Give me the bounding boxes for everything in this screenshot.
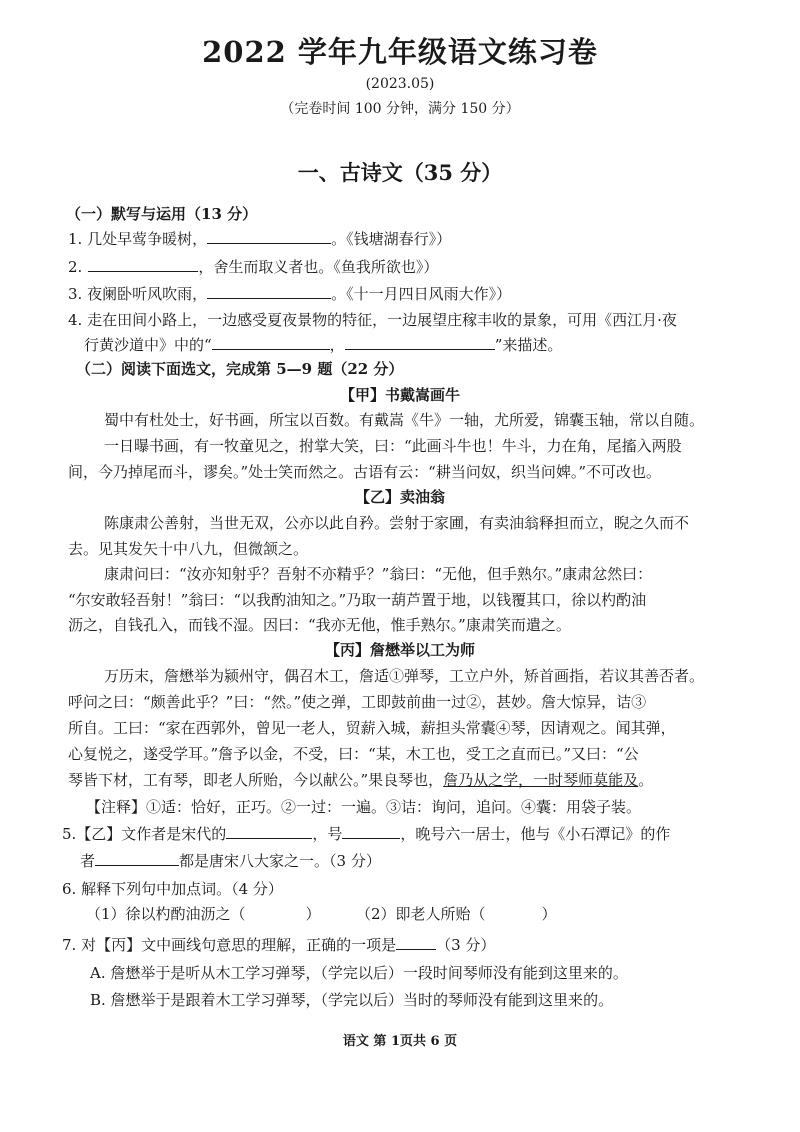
passage-yi-line-4: “尔安敢轻吾射！”翁曰：“以我酌油知之。”乃取一葫芦置于地，以钱覆其口，徐以杓酌油 xyxy=(68,591,647,609)
question-4-line2 xyxy=(84,334,562,355)
q7-blank[interactable] xyxy=(396,935,436,950)
q3-post: 。《十一月四日风雨大作》） xyxy=(331,285,512,303)
q4-pre: 行黄沙道中》中的“ xyxy=(84,336,212,354)
passage-bing-title: 【丙】詹懋举以工为师 xyxy=(324,641,475,659)
passage-jia-title: 【甲】书戴嵩画牛 xyxy=(339,386,460,404)
question-7-stem xyxy=(62,934,495,955)
page-footer: 语文 第 1页共 6 页 xyxy=(342,1034,458,1049)
bing-line5-end: 。 xyxy=(638,771,654,789)
question-7-option-b: B. 詹懋举于是跟着木工学习弹琴，（学完以后）当时的琴师没有能到这里来的。 xyxy=(90,991,614,1009)
q4-post: ”来描述。 xyxy=(494,336,563,354)
bing-line5-pre: 琴皆下材，工有琴，即老人所贻，今以献公。”果良琴也， xyxy=(68,771,444,789)
q6-item1-text: （1）徐以杓酌油沥之（ xyxy=(86,905,246,923)
q1-pre: 1. 几处早莺争暖树， xyxy=(68,230,208,248)
passage-jia-line-1: 蜀中有杜处士，好书画，所宝以百数。有戴嵩《牛》一轴，尤所爱，锦囊玉轴，常以自随。 xyxy=(104,411,705,429)
q6-item2-close: ） xyxy=(541,905,557,923)
q4-blank-2[interactable] xyxy=(345,335,495,350)
question-2 xyxy=(68,256,438,277)
passage-bing-line-2: 呼问之曰：“颇善此乎？”曰：“然。”使之弹，工即鼓前曲一过②，甚妙。詹大惊异，诘③ xyxy=(68,693,647,711)
exam-title: 2022 学年九年级语文练习卷 xyxy=(202,35,598,69)
q2-post: ，舍生而取义者也。《鱼我所欲也》） xyxy=(198,258,439,276)
passage-jia-line-3: 间，今乃掉尾而斗，谬矣。”处士笑而然之。古语有云：“耕当问奴，织当问婢。”不可改也。 xyxy=(68,463,662,481)
q5-blank-1[interactable] xyxy=(226,824,312,839)
section2-heading: （二）阅读下面选文，完成第 5—9 题（22 分） xyxy=(76,360,404,378)
passage-yi-line-3: 康肃问曰：“汝亦知射乎？吾射不亦精乎？”翁曰：“无他，但手熟尔。”康肃忿然曰： xyxy=(104,565,653,583)
passage-bing-line-1: 万历末，詹懋举为颍州守，偶召木工，詹适①弹琴，工立户外，矫首画指，若议其善否者。 xyxy=(104,667,705,685)
part-title: 一、古诗文（35 分） xyxy=(297,160,503,185)
passage-bing-line-5 xyxy=(68,769,653,790)
q2-pre: 2. xyxy=(68,258,83,276)
q4-blank-1[interactable] xyxy=(212,335,330,350)
passage-yi-line-5: 沥之，自钱孔入，而钱不湿。因曰：“我亦无他，惟手熟尔。”康肃笑而遣之。 xyxy=(68,616,571,634)
passage-yi-line-1: 陈康肃公善射，当世无双，公亦以此自矜。尝射于家圃，有卖油翁释担而立，睨之久而不 xyxy=(104,514,690,532)
passage-yi-line-2: 去。见其发矢十中八九，但微颔之。 xyxy=(68,540,309,558)
question-6-item-2 xyxy=(356,903,557,924)
q6-item1-close: ） xyxy=(305,905,321,923)
question-6-stem: 6. 解释下列句中加点词。（4 分） xyxy=(62,880,283,898)
q7-stem-pre: 7. 对【丙】文中画线句意思的理解，正确的一项是 xyxy=(62,936,397,954)
q5-pre: 5.【乙】文作者是宋代的 xyxy=(62,825,227,843)
question-6-item-1 xyxy=(86,903,321,924)
question-3 xyxy=(68,283,511,304)
section1-heading: （一）默写与运用（13 分） xyxy=(66,205,258,223)
q1-blank[interactable] xyxy=(207,229,331,244)
q7-stem-post: （3 分） xyxy=(436,936,496,954)
passage-bing-line-3: 所自。工曰：“家在西郭外，曾见一老人，贸薪入城，薪担头常囊④琴，因请观之。闻其弹， xyxy=(68,719,676,737)
passage-bing-line-4: 心复悦之，遂受学耳。”詹予以金，不受，曰：“某，木工也，受工之直而已。”又曰：“公 xyxy=(68,745,639,763)
question-7-option-a: A. 詹懋举于是听从木工学习弹琴，（学完以后）一段时间琴师没有能到这里来的。 xyxy=(90,964,628,982)
exam-date: (2023.05) xyxy=(365,76,435,92)
q3-blank[interactable] xyxy=(207,284,331,299)
exam-time-info: （完卷时间 100 分钟，满分 150 分） xyxy=(280,101,520,117)
q5-line2-pre: 者 xyxy=(80,852,96,870)
question-5-line1 xyxy=(62,823,670,844)
q5-mid2: ，晚号六一居士，他与《小石潭记》的作 xyxy=(400,825,671,843)
q6-item2-text: （2）即老人所贻（ xyxy=(356,905,486,923)
question-4-line1: 4. 走在田间小路上，一边感受夏夜景物的特征，一边展望庄稼丰收的景象，可用《西江月·夜 xyxy=(68,311,677,329)
q5-blank-2[interactable] xyxy=(342,824,400,839)
passage-yi-title: 【乙】卖油翁 xyxy=(354,488,445,506)
q5-line2-post: 都是唐宋八大家之一。（3 分） xyxy=(179,852,381,870)
q4-mid: ， xyxy=(329,336,345,354)
passage-jia-line-2: 一日曝书画，有一牧童见之，拊掌大笑，曰：“此画斗牛也！牛斗，力在角，尾搐入两股 xyxy=(104,437,682,455)
underlined-sentence: 詹乃从之学，一时琴师莫能及 xyxy=(443,771,639,789)
q5-mid1: ，号 xyxy=(312,825,343,843)
q2-blank[interactable] xyxy=(88,257,198,272)
q3-pre: 3. 夜阑卧听风吹雨， xyxy=(68,285,208,303)
q5-blank-3[interactable] xyxy=(95,851,179,866)
question-5-line2 xyxy=(80,850,381,871)
question-1 xyxy=(68,228,451,249)
annotations: 【注释】①适：恰好，正巧。②一过：一遍。③诘：询问，追问。④囊：用袋子装。 xyxy=(86,798,642,816)
q1-post: 。《钱塘湖春行》） xyxy=(331,230,452,248)
